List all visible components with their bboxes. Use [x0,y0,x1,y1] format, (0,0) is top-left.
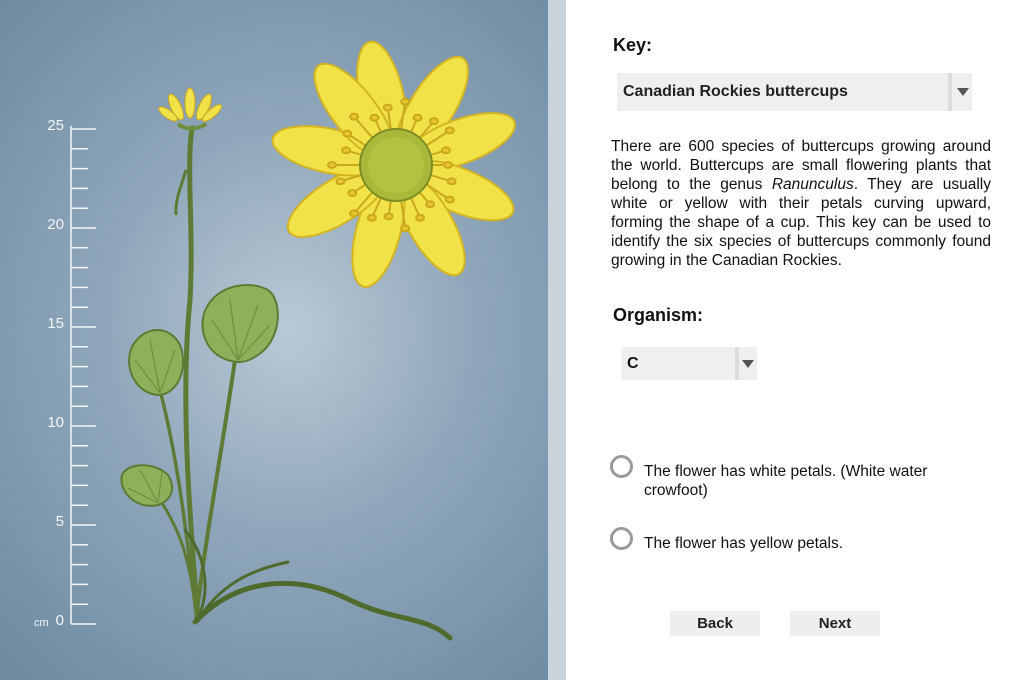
organism-dropdown-value: C [627,355,639,372]
anther [368,215,376,221]
anther [384,105,392,111]
anther [401,99,409,105]
ruler-label-20: 20 [47,216,64,233]
anther [348,190,356,196]
key-dropdown-value: Canadian Rockies buttercups [623,83,848,100]
anther [350,114,358,120]
ruler-label-0: 0 [55,612,64,629]
large-flower [268,37,522,292]
description-text-before: There are 600 species of buttercups growing around the world. Buttercups are small flowering plants that belong to the genus [611,138,991,193]
organism-heading: Organism: [613,305,704,325]
anther [336,178,344,184]
chevron-down-icon [957,88,969,96]
genus-name: Ranunculus [771,176,854,193]
anther [446,197,454,203]
anther [448,178,456,184]
anther [328,162,336,168]
next-button[interactable]: Next [790,611,880,636]
panel-divider [548,0,566,680]
leaf-large [202,285,277,362]
anther [350,210,358,216]
option-label: The flower has yellow petals. [644,535,844,552]
anther [444,162,452,168]
ruler-label-15: 15 [47,315,64,332]
anther [401,225,409,231]
chevron-down-icon [742,360,754,368]
key-heading: Key: [613,35,653,55]
anther [370,115,378,121]
organism-dropdown[interactable] [621,347,757,380]
ruler-label-25: 25 [47,117,64,134]
anther [430,118,438,124]
description-text-after: . They are usually white or yellow with their petals curving upward, forming the shape of a cup. This key can be used to identify the six species of buttercups commonly found growing in the Canadian Rockies. [611,176,991,269]
anther [342,147,350,153]
back-button[interactable]: Back [670,611,760,636]
anther [385,213,393,219]
leaf-small [121,465,172,506]
ruler-label-5: 5 [55,513,64,530]
radio-button[interactable] [610,527,633,550]
anther [416,215,424,221]
leaf-middle [129,330,183,395]
key-dropdown[interactable] [617,73,972,111]
anther [442,147,450,153]
anther [343,131,351,137]
key-description [611,137,991,270]
radio-button[interactable] [610,455,633,478]
ruler-label-10: 10 [47,414,64,431]
anther [446,127,454,133]
anther [414,115,422,121]
dropdown-separator [948,73,952,111]
dropdown-separator [735,347,739,380]
ruler-unit: cm [34,617,49,629]
option-label: The flower has white petals. (White water crowfoot) [644,463,928,499]
anther [426,201,434,207]
flower-bud [157,88,224,129]
